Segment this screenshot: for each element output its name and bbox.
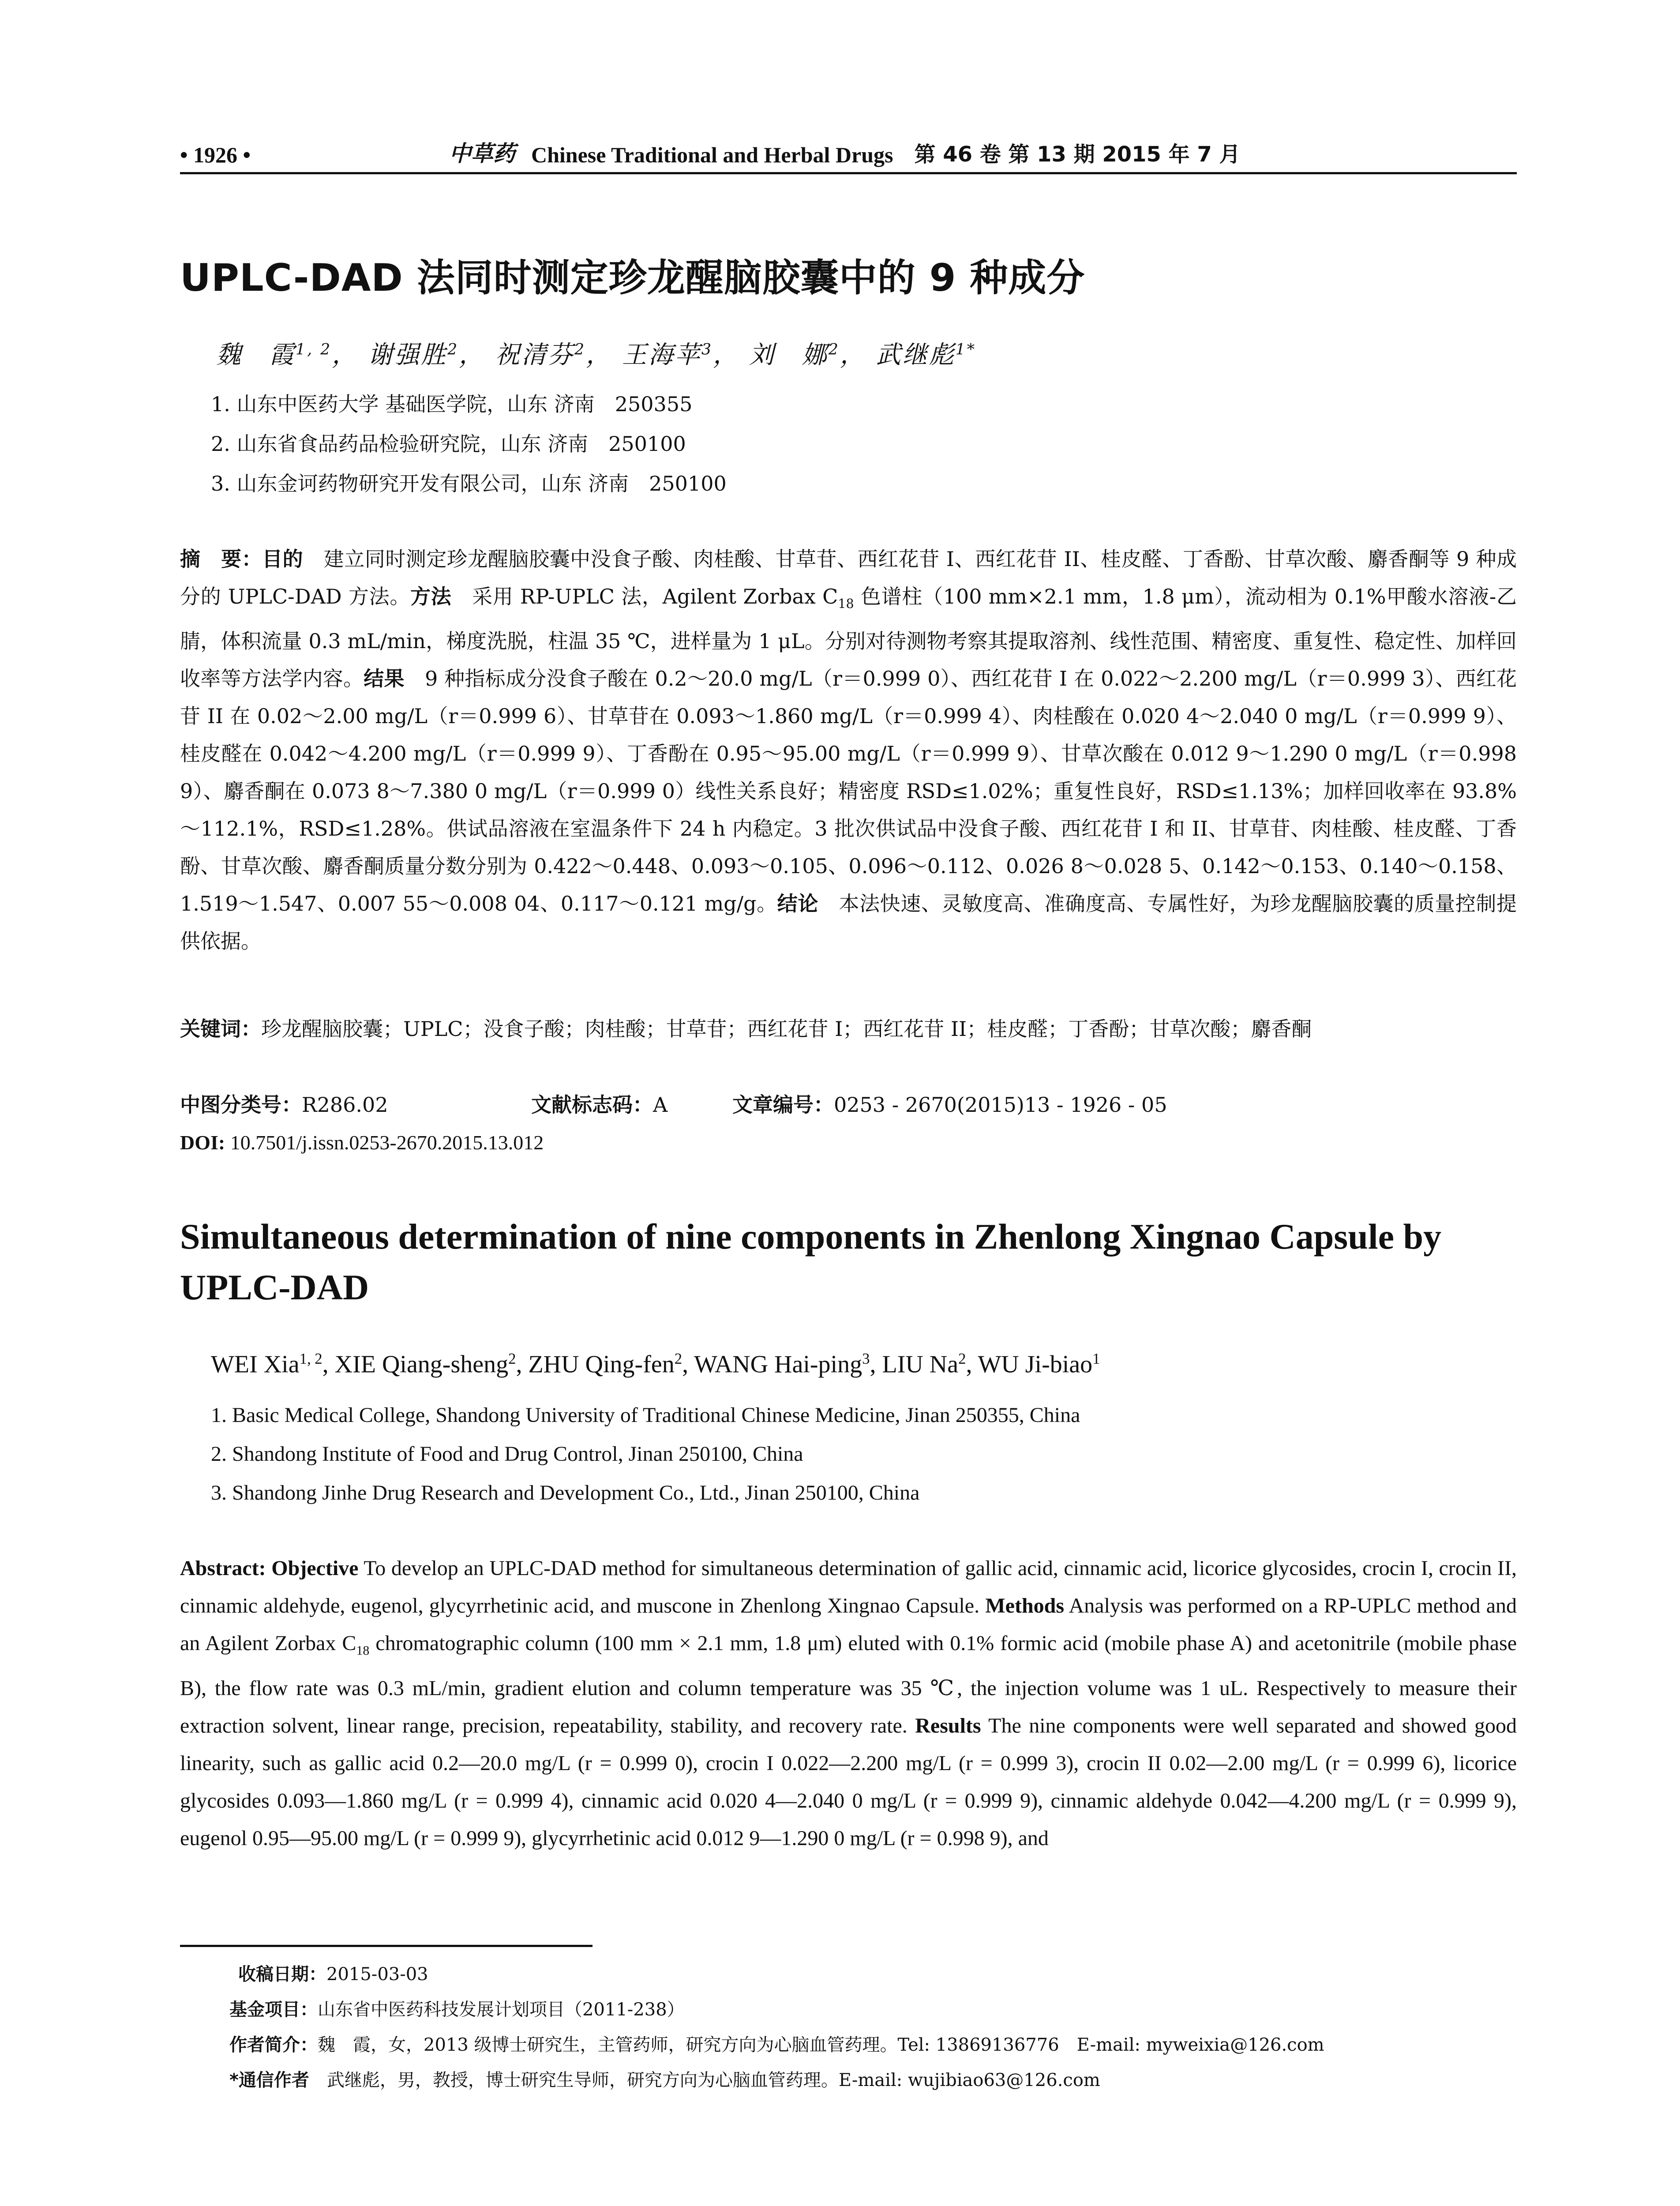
article-number-label: 文章编号： [732,1093,834,1117]
affiliation-cn: 1. 山东中医药大学 基础医学院，山东 济南 250355 [211,392,693,416]
author-name: 魏 霞 [216,341,296,369]
classification-line [180,1086,1517,1124]
abstract-objective-label: Abstract: Objective [180,1557,359,1580]
footnote-text: 魏 霞，女，2013 级博士研究生，主管药师，研究方向为心脑血管药理。Tel: 13869136776 E-mail: myweixia@126.com [318,2035,1324,2055]
author-name-en: WANG Hai-ping [694,1351,862,1378]
footnotes [229,1957,1518,2098]
author-name: 谢强胜 [368,341,448,369]
author-separator: , [516,1351,529,1378]
author-name: 王海苹 [622,341,701,369]
author-affiliation-mark: 2 [674,1350,682,1367]
objective-text-en: To develop an UPLC-DAD method for simultaneous determination of gallic acid, cinnamic acid, licorice glycosides, crocin I, crocin II, cinnamic aldehyde, eugenol, glycyrrhetinic acid, and muscone in Zhenlong Xingnao Capsule. [180,1557,1517,1617]
affiliation-en: 1. Basic Medical College, Shandong University of Traditional Chinese Medicine, Jinan 250355, China [211,1403,1080,1427]
running-header [180,139,1517,174]
author-list-en [211,1350,1490,1379]
journal-name-en: Chinese Traditional and Herbal Drugs [531,143,893,167]
footnote-text: 武继彪，男，教授，博士研究生导师，研究方向为心脑血管药理。E-mail: wujibiao63@126.com [309,2070,1100,2090]
author-name-en: ZHU Qing-fen [528,1351,675,1378]
author-affiliation-mark: 2 [574,341,586,359]
keywords-label: 关键词： [180,1017,261,1041]
author-separator: , [870,1351,882,1378]
affiliation-cn: 3. 山东金诃药物研究开发有限公司，山东 济南 250100 [211,472,727,495]
author-affiliation-mark: 3 [701,341,713,359]
affiliation-cn: 2. 山东省食品药品检验研究院，山东 济南 250100 [211,432,686,456]
author-affiliation-mark: 1* [955,341,977,359]
paper-title-cn: UPLC-DAD 法同时测定珍龙醒脑胶囊中的 9 种成分 [180,256,1085,300]
author-name: 祝清芬 [495,341,574,369]
footnote-label: 基金项目： [229,2000,318,2020]
methods-text-en-cont: chromatographic column (100 mm × 2.1 mm, 1.8 μm) eluted with 0.1% formic acid (mobile phase A) and acetonitrile (mobile phase B), the flow rate was 0.3 mL/min, gradient elution and column temperature was 35 ℃, the injection volume was 1 uL. Respectively to measure their extraction solvent, linear range, precision, repeatability, stability, and recovery rate. [180,1632,1517,1737]
author-affiliation-mark: 3 [862,1350,870,1367]
abstract-cn [180,540,1517,960]
author-separator: , [682,1351,694,1378]
footnote-author-bio [229,2027,1518,2063]
results-text: 9 种指标成分没食子酸在 0.2～20.0 mg/L（r＝0.999 0）、西红花苷 I 在 0.022～2.200 mg/L（r＝0.999 3）、西红花苷 II 在 0.02～2.00 mg/L（r＝0.999 6）、甘草苷在 0.093～1.860 mg/L（r＝0.999 4）、肉桂酸在 0.020 4～2.040 0 mg/L（r＝0.999 9）、桂皮醛在 0.042～4.200 mg/L（r＝0.999 9）、丁香酚在 0.95～95.00 mg/L（r＝0.999 9）、甘草次酸在 0.012 9～1.290 0 mg/L（r＝0.998 9）、麝香酮在 0.073 8～7.380 0 mg/L（r＝0.999 0）线性关系良好；精密度 RSD≤1.02%；重复性良好，RSD≤1.13%；加样回收率在 93.8%～112.1%，RSD≤1.28%。供试品溶液在室温条件下 24 h 内稳定。3 批次供试品中没食子酸、西红花苷 I 和 II、甘草苷、肉桂酸、桂皮醛、丁香酚、甘草次酸、麝香酮质量分数分别为 0.422～0.448、0.093～0.105、0.096～0.112、0.026 8～0.028 5、0.142～0.153、0.140～0.158、1.519～1.547、0.007 55～0.008 04、0.117～0.121 mg/g。 [180,667,1517,916]
author-affiliation-mark: 2 [447,341,459,359]
journal-name-cn: 中草药 [449,140,515,166]
footnote-funding [229,1992,1518,2027]
author-name-en: XIE Qiang-sheng [334,1351,509,1378]
clc-value: R286.02 [302,1093,388,1117]
affiliation-en: 3. Shandong Jinhe Drug Research and Development Co., Ltd., Jinan 250100, China [211,1481,920,1504]
footnote-text: 2015-03-03 [326,1964,428,1985]
conclusion-text: 本法快速、灵敏度高、准确度高、专属性好，为珍龙醒脑胶囊的质量控制提供依据。 [180,892,1517,953]
footnote-corresponding [229,2063,1518,2098]
methods-text: 采用 RP-UPLC 法，Agilent Zorbax C [451,585,838,608]
conclusion-label: 结论 [777,892,818,916]
doi-value[interactable]: 10.7501/j.issn.0253-2670.2015.13.012 [230,1131,544,1154]
author-name-en: WEI Xia [211,1351,300,1378]
footnote-label: 收稿日期： [238,1964,326,1985]
author-affiliation-mark: 1 [1092,1350,1100,1367]
author-affiliation-mark: 1, 2 [296,341,332,359]
keywords-text: 珍龙醒脑胶囊；UPLC；没食子酸；肉桂酸；甘草苷；西红花苷 I；西红花苷 II；桂皮醛；丁香酚；甘草次酸；麝香酮 [261,1017,1312,1041]
results-label: 结果 [364,667,405,691]
keywords-cn [180,1010,1517,1048]
abstract-en [180,1549,1517,1857]
doi-line [180,1124,1517,1161]
methods-text-cont: 色谱柱（100 mm×2.1 mm，1.8 μm），流动相为 0.1%甲酸水溶液-乙腈，体积流量 0.3 mL/min，梯度洗脱，柱温 35 ℃，进样量为 1 μL。分别对待测物考察其提取溶剂、线性范围、精密度、重复性、稳定性、加样回收率等方法学内容。 [180,585,1517,691]
author-separator: , [322,1351,335,1378]
author-name: 刘 娜 [749,341,829,369]
article-number-value: 0253 - 2670(2015)13 - 1926 - 05 [834,1093,1167,1117]
clc-label: 中图分类号： [180,1093,302,1117]
footnote-text: 山东省中医药科技发展计划项目（2011-238） [318,2000,685,2020]
doc-code-value: A [653,1093,668,1117]
subscript: 18 [838,597,854,612]
footnote-label: 作者简介： [229,2035,318,2055]
author-affiliation-mark: 2 [508,1350,516,1367]
results-label-en: Results [915,1714,981,1737]
author-separator: , [966,1351,978,1378]
author-affiliation-mark: 1, 2 [299,1350,322,1367]
objective-label: 目的 [262,547,304,571]
methods-label: 方法 [410,585,452,608]
author-name-en: WU Ji-biao [978,1351,1093,1378]
objective-text: 建立同时测定珍龙醒脑胶囊中没食子酸、肉桂酸、甘草苷、西红花苷 I、西红花苷 II、桂皮醛、丁香酚、甘草次酸、麝香酮等 9 种成分的 UPLC-DAD 方法。 [180,547,1517,608]
author-name: 武继彪 [876,341,956,369]
footnote-received [238,1957,1518,1992]
author-affiliation-mark: 2 [958,1350,966,1367]
affiliation-en: 2. Shandong Institute of Food and Drug Control, Jinan 250100, China [211,1442,803,1466]
results-text-en: The nine components were well separated and showed good linearity, such as gallic acid 0.2—20.0 mg/L (r = 0.999 0), crocin I 0.022—2.200 mg/L (r = 0.999 3), crocin II 0.02—2.00 mg/L (r = 0.999 6), licorice glycosides 0.093—1.860 mg/L (r = 0.999 4), cinnamic acid 0.020 4—2.040 0 mg/L (r = 0.999 9), cinnamic aldehyde 0.042—4.200 mg/L (r = 0.999 9), eugenol 0.95—95.00 mg/L (r = 0.999 9), glycyrrhetinic acid 0.012 9—1.290 0 mg/L (r = 0.998 9), and [180,1714,1517,1850]
page-number: • 1926 • [180,143,251,167]
footnote-divider [180,1945,592,1947]
author-list-cn: 魏 霞$^{1, 2}$， 谢强胜$^2$， 祝清芬$^2$， 王海苹$^3$， 刘 娜$^2$， 武继彪$^{1*}$ [216,341,977,369]
paper-title-en: Simultaneous determination of nine components in Zhenlong Xingnao Capsule by UPLC-DAD [180,1216,1442,1307]
doi-label: DOI: [180,1131,225,1154]
doc-code-label: 文献标志码： [531,1093,653,1117]
methods-label-en: Methods [985,1594,1065,1617]
subscript: 18 [356,1643,370,1658]
issue-info: 第 46 卷 第 13 期 2015 年 7 月 [914,142,1241,167]
methods-text-en: Analysis was performed on a RP-UPLC method and an Agilent Zorbax C [180,1594,1517,1655]
author-name-en: LIU Na [882,1351,959,1378]
abstract-label: 摘 要： [180,547,262,571]
footnote-label: *通信作者 [229,2070,309,2090]
author-affiliation-mark: 2 [828,341,840,359]
